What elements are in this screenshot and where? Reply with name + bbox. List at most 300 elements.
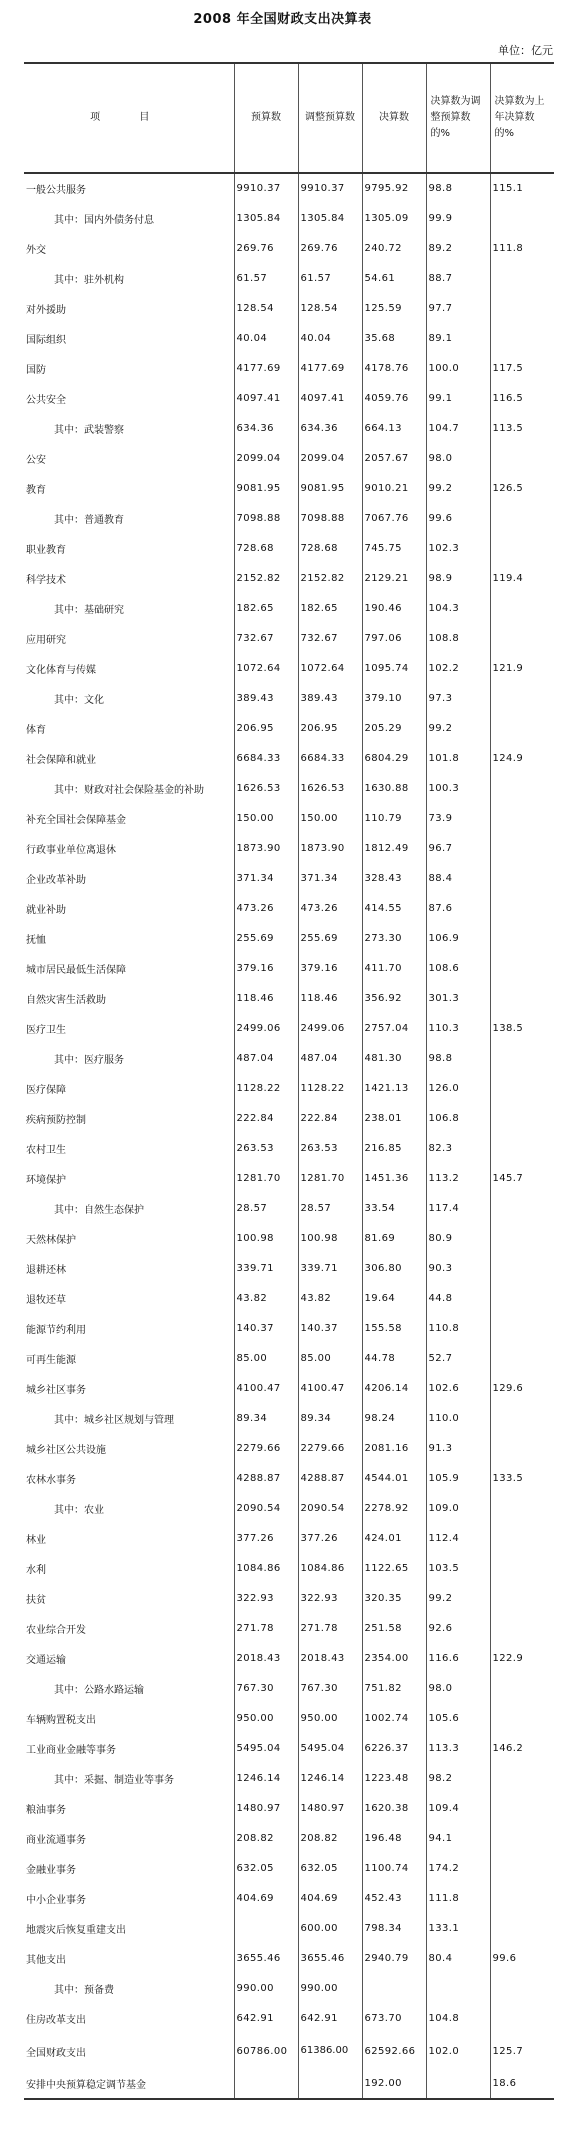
cell-budget: 100.98 — [234, 1223, 298, 1253]
table-row — [24, 293, 554, 323]
cell-budget: 4288.87 — [234, 1463, 298, 1493]
cell-adjusted: 404.69 — [298, 1883, 362, 1913]
cell-pct-adjusted: 88.4 — [426, 863, 490, 893]
cell-pct-adjusted — [426, 2069, 490, 2099]
row-name: 城乡社区事务 — [26, 1384, 86, 1396]
cell-pct-prev-year — [490, 293, 554, 323]
cell-pct-adjusted: 111.8 — [426, 1883, 490, 1913]
cell-final: 240.72 — [362, 233, 426, 263]
cell-adjusted: 1072.64 — [298, 653, 362, 683]
cell-pct-adjusted: 102.3 — [426, 533, 490, 563]
cell-final: 4059.76 — [362, 383, 426, 413]
cell-budget: 118.46 — [234, 983, 298, 1013]
cell-budget: 634.36 — [234, 413, 298, 443]
table-row — [24, 1493, 554, 1523]
row-name: 体育 — [26, 724, 46, 736]
cell-final — [362, 1973, 426, 2003]
cell-adjusted: 40.04 — [298, 323, 362, 353]
cell-pct-prev-year: 111.8 — [490, 233, 554, 263]
table-row — [24, 1283, 554, 1313]
cell-adjusted: 642.91 — [298, 2003, 362, 2033]
row-name: 国际组织 — [26, 334, 66, 346]
row-name: 公共安全 — [26, 394, 66, 406]
table-row — [24, 1193, 554, 1223]
cell-adjusted: 1281.70 — [298, 1163, 362, 1193]
row-name: 金融业事务 — [26, 1864, 76, 1876]
cell-pct-adjusted: 89.2 — [426, 233, 490, 263]
cell-pct-adjusted: 113.2 — [426, 1163, 490, 1193]
cell-final: 1305.09 — [362, 203, 426, 233]
table-row — [24, 953, 554, 983]
row-name: 住房改革支出 — [26, 2014, 86, 2026]
table-row — [24, 533, 554, 563]
cell-adjusted: 43.82 — [298, 1283, 362, 1313]
row-name: 文化体育与传媒 — [26, 664, 96, 676]
cell-pct-adjusted: 91.3 — [426, 1433, 490, 1463]
cell-budget: 5495.04 — [234, 1733, 298, 1763]
cell-pct-adjusted: 126.0 — [426, 1073, 490, 1103]
cell-pct-prev-year: 126.5 — [490, 473, 554, 503]
table-row — [24, 1733, 554, 1763]
cell-pct-adjusted: 97.3 — [426, 683, 490, 713]
cell-pct-adjusted: 110.8 — [426, 1313, 490, 1343]
cell-budget: 255.69 — [234, 923, 298, 953]
table-row — [24, 203, 554, 233]
table-row — [24, 923, 554, 953]
table-row — [24, 1073, 554, 1103]
cell-final: 452.43 — [362, 1883, 426, 1913]
cell-pct-prev-year — [490, 893, 554, 923]
cell-pct-prev-year — [490, 1883, 554, 1913]
cell-adjusted: 182.65 — [298, 593, 362, 623]
row-name: 能源节约利用 — [26, 1324, 86, 1336]
cell-pct-adjusted: 99.6 — [426, 503, 490, 533]
table-row — [24, 1673, 554, 1703]
cell-adjusted — [298, 2069, 362, 2099]
cell-pct-adjusted: 98.8 — [426, 173, 490, 203]
table-row — [24, 1463, 554, 1493]
row-name: 安排中央预算稳定调节基金 — [24, 2069, 234, 2099]
table-row — [24, 593, 554, 623]
cell-budget: 379.16 — [234, 953, 298, 983]
cell-pct-adjusted: 98.0 — [426, 1673, 490, 1703]
cell-pct-adjusted: 109.0 — [426, 1493, 490, 1523]
cell-final: 62592.66 — [362, 2033, 426, 2069]
cell-pct-prev-year: 125.7 — [490, 2033, 554, 2069]
table-row — [24, 1043, 554, 1073]
cell-final: 35.68 — [362, 323, 426, 353]
cell-budget: 728.68 — [234, 533, 298, 563]
row-name: 公安 — [26, 454, 46, 466]
table-row — [24, 1763, 554, 1793]
row-name: 其中：公路水路运输 — [54, 1684, 144, 1696]
cell-budget — [234, 2069, 298, 2099]
cell-final: 481.30 — [362, 1043, 426, 1073]
row-name: 全国财政支出 — [26, 2047, 86, 2059]
cell-pct-adjusted: 99.2 — [426, 713, 490, 743]
cell-pct-adjusted: 80.9 — [426, 1223, 490, 1253]
cell-pct-adjusted — [426, 1973, 490, 2003]
cell-pct-adjusted: 110.0 — [426, 1403, 490, 1433]
cell-budget: 61.57 — [234, 263, 298, 293]
cell-adjusted: 9081.95 — [298, 473, 362, 503]
cell-budget: 128.54 — [234, 293, 298, 323]
table-row — [24, 833, 554, 863]
table-row — [24, 383, 554, 413]
row-name: 医疗保障 — [26, 1084, 66, 1096]
cell-final: 125.59 — [362, 293, 426, 323]
cell-adjusted: 85.00 — [298, 1343, 362, 1373]
cell-final: 205.29 — [362, 713, 426, 743]
cell-budget: 40.04 — [234, 323, 298, 353]
cell-adjusted: 140.37 — [298, 1313, 362, 1343]
cell-pct-prev-year — [490, 1613, 554, 1643]
table-row — [24, 2069, 554, 2099]
cell-final: 54.61 — [362, 263, 426, 293]
cell-adjusted: 1246.14 — [298, 1763, 362, 1793]
unit-note: 单位：亿元 — [498, 44, 553, 57]
cell-budget: 28.57 — [234, 1193, 298, 1223]
table-body — [24, 173, 554, 2099]
table-row — [24, 2003, 554, 2033]
table-row — [24, 1253, 554, 1283]
expenditure-table — [24, 62, 554, 2100]
cell-pct-adjusted: 106.9 — [426, 923, 490, 953]
cell-pct-adjusted: 108.8 — [426, 623, 490, 653]
cell-adjusted: 767.30 — [298, 1673, 362, 1703]
row-name: 就业补助 — [26, 904, 66, 916]
cell-pct-prev-year: 116.5 — [490, 383, 554, 413]
header-budget: 预算数 — [234, 63, 298, 173]
table-row — [24, 413, 554, 443]
cell-adjusted: 728.68 — [298, 533, 362, 563]
cell-budget: 473.26 — [234, 893, 298, 923]
cell-adjusted: 1084.86 — [298, 1553, 362, 1583]
cell-pct-prev-year — [490, 1673, 554, 1703]
cell-pct-prev-year: 146.2 — [490, 1733, 554, 1763]
cell-budget: 43.82 — [234, 1283, 298, 1313]
cell-adjusted: 2152.82 — [298, 563, 362, 593]
cell-budget: 222.84 — [234, 1103, 298, 1133]
page-title: 2008 年全国财政支出决算表 — [193, 12, 372, 27]
cell-adjusted: 3655.46 — [298, 1943, 362, 1973]
cell-final: 2057.67 — [362, 443, 426, 473]
row-name: 应用研究 — [26, 634, 66, 646]
cell-adjusted: 473.26 — [298, 893, 362, 923]
cell-final: 2757.04 — [362, 1013, 426, 1043]
cell-final: 424.01 — [362, 1523, 426, 1553]
cell-budget: 1873.90 — [234, 833, 298, 863]
cell-pct-prev-year — [490, 1763, 554, 1793]
row-name: 企业改革补助 — [26, 874, 86, 886]
table-row — [24, 1313, 554, 1343]
cell-final: 273.30 — [362, 923, 426, 953]
row-name: 水利 — [26, 1564, 46, 1576]
cell-budget: 4177.69 — [234, 353, 298, 383]
table-row — [24, 1823, 554, 1853]
cell-pct-prev-year — [490, 623, 554, 653]
cell-pct-adjusted: 98.0 — [426, 443, 490, 473]
row-name: 其中：自然生态保护 — [54, 1204, 144, 1216]
cell-pct-adjusted: 301.3 — [426, 983, 490, 1013]
cell-pct-prev-year: 133.5 — [490, 1463, 554, 1493]
cell-pct-prev-year — [490, 1223, 554, 1253]
cell-pct-prev-year — [490, 443, 554, 473]
cell-adjusted: 379.16 — [298, 953, 362, 983]
cell-pct-prev-year — [490, 1193, 554, 1223]
cell-adjusted: 2099.04 — [298, 443, 362, 473]
cell-budget: 1480.97 — [234, 1793, 298, 1823]
cell-pct-prev-year — [490, 1433, 554, 1463]
row-name: 外交 — [26, 244, 46, 256]
table-row — [24, 623, 554, 653]
cell-pct-prev-year — [490, 1343, 554, 1373]
cell-pct-prev-year — [490, 1313, 554, 1343]
cell-pct-prev-year: 145.7 — [490, 1163, 554, 1193]
cell-pct-adjusted: 112.4 — [426, 1523, 490, 1553]
table-row — [24, 263, 554, 293]
row-name: 农村卫生 — [26, 1144, 66, 1156]
cell-adjusted: 634.36 — [298, 413, 362, 443]
cell-adjusted: 1480.97 — [298, 1793, 362, 1823]
table-row — [24, 2033, 554, 2069]
cell-adjusted: 389.43 — [298, 683, 362, 713]
row-name: 商业流通事务 — [26, 1834, 86, 1846]
cell-adjusted: 206.95 — [298, 713, 362, 743]
cell-pct-adjusted: 90.3 — [426, 1253, 490, 1283]
table-row — [24, 173, 554, 203]
row-name: 科学技术 — [26, 574, 66, 586]
cell-budget: 2099.04 — [234, 443, 298, 473]
cell-adjusted: 600.00 — [298, 1913, 362, 1943]
cell-budget: 371.34 — [234, 863, 298, 893]
cell-pct-prev-year — [490, 1793, 554, 1823]
table-row — [24, 713, 554, 743]
cell-final: 238.01 — [362, 1103, 426, 1133]
cell-pct-prev-year — [490, 1973, 554, 2003]
cell-final: 745.75 — [362, 533, 426, 563]
cell-pct-adjusted: 110.3 — [426, 1013, 490, 1043]
cell-budget: 1626.53 — [234, 773, 298, 803]
row-name: 其中：医疗服务 — [54, 1054, 124, 1066]
cell-final: 1421.13 — [362, 1073, 426, 1103]
cell-final: 1812.49 — [362, 833, 426, 863]
row-name: 国防 — [26, 364, 46, 376]
cell-final: 797.06 — [362, 623, 426, 653]
cell-pct-prev-year — [490, 803, 554, 833]
cell-adjusted: 61.57 — [298, 263, 362, 293]
cell-adjusted: 255.69 — [298, 923, 362, 953]
row-name: 农林水事务 — [26, 1474, 76, 1486]
cell-pct-adjusted: 92.6 — [426, 1613, 490, 1643]
cell-budget: 1281.70 — [234, 1163, 298, 1193]
cell-final: 2354.00 — [362, 1643, 426, 1673]
cell-budget: 60786.00 — [234, 2033, 298, 2069]
table-row — [24, 353, 554, 383]
row-name: 农业综合开发 — [26, 1624, 86, 1636]
cell-final: 2129.21 — [362, 563, 426, 593]
cell-final: 216.85 — [362, 1133, 426, 1163]
row-name: 医疗卫生 — [26, 1024, 66, 1036]
cell-final: 196.48 — [362, 1823, 426, 1853]
cell-budget: 404.69 — [234, 1883, 298, 1913]
row-name: 其中：农业 — [54, 1504, 104, 1516]
cell-pct-prev-year: 138.5 — [490, 1013, 554, 1043]
cell-pct-adjusted: 80.4 — [426, 1943, 490, 1973]
cell-final: 1223.48 — [362, 1763, 426, 1793]
row-name: 城乡社区公共设施 — [26, 1444, 106, 1456]
cell-pct-adjusted: 102.2 — [426, 653, 490, 683]
cell-adjusted: 4097.41 — [298, 383, 362, 413]
cell-adjusted: 950.00 — [298, 1703, 362, 1733]
row-name: 地震灾后恢复重建支出 — [26, 1924, 126, 1936]
cell-pct-adjusted: 52.7 — [426, 1343, 490, 1373]
cell-adjusted: 2499.06 — [298, 1013, 362, 1043]
table-row — [24, 1343, 554, 1373]
cell-adjusted: 61386.00 — [298, 2033, 362, 2069]
cell-pct-adjusted: 73.9 — [426, 803, 490, 833]
table-row — [24, 1643, 554, 1673]
row-name: 职业教育 — [26, 544, 66, 556]
cell-budget: 208.82 — [234, 1823, 298, 1853]
cell-adjusted: 6684.33 — [298, 743, 362, 773]
row-name: 其中：文化 — [54, 694, 104, 706]
table-row — [24, 1613, 554, 1643]
row-name: 其中：预备费 — [54, 1984, 114, 1996]
cell-adjusted: 1128.22 — [298, 1073, 362, 1103]
cell-budget: 1128.22 — [234, 1073, 298, 1103]
row-name: 可再生能源 — [26, 1354, 76, 1366]
cell-pct-prev-year — [490, 833, 554, 863]
cell-final: 1095.74 — [362, 653, 426, 683]
table-row — [24, 1553, 554, 1583]
header-final: 决算数 — [362, 63, 426, 173]
cell-pct-adjusted: 104.7 — [426, 413, 490, 443]
cell-adjusted: 222.84 — [298, 1103, 362, 1133]
table-row — [24, 443, 554, 473]
table-row — [24, 1703, 554, 1733]
cell-final: 2940.79 — [362, 1943, 426, 1973]
table-header — [24, 63, 554, 173]
table-row — [24, 1433, 554, 1463]
cell-pct-adjusted: 96.7 — [426, 833, 490, 863]
cell-final: 6804.29 — [362, 743, 426, 773]
table-row — [24, 653, 554, 683]
cell-adjusted: 1626.53 — [298, 773, 362, 803]
cell-final: 328.43 — [362, 863, 426, 893]
table-row — [24, 1223, 554, 1253]
cell-budget: 2090.54 — [234, 1493, 298, 1523]
cell-final: 44.78 — [362, 1343, 426, 1373]
cell-pct-prev-year — [490, 263, 554, 293]
row-name: 其中：普通教育 — [54, 514, 124, 526]
cell-pct-adjusted: 113.3 — [426, 1733, 490, 1763]
cell-pct-prev-year: 113.5 — [490, 413, 554, 443]
cell-final: 306.80 — [362, 1253, 426, 1283]
table-row — [24, 1973, 554, 2003]
cell-final: 2081.16 — [362, 1433, 426, 1463]
cell-final: 4178.76 — [362, 353, 426, 383]
row-name: 其中：国内外债务付息 — [54, 214, 154, 226]
cell-final: 1630.88 — [362, 773, 426, 803]
cell-adjusted: 990.00 — [298, 1973, 362, 2003]
table-row — [24, 1103, 554, 1133]
row-name: 工业商业金融等事务 — [26, 1744, 116, 1756]
cell-pct-prev-year — [490, 1103, 554, 1133]
cell-budget: 389.43 — [234, 683, 298, 713]
cell-budget: 339.71 — [234, 1253, 298, 1283]
cell-budget: 2279.66 — [234, 1433, 298, 1463]
cell-pct-adjusted: 87.6 — [426, 893, 490, 923]
cell-final: 1122.65 — [362, 1553, 426, 1583]
cell-budget: 150.00 — [234, 803, 298, 833]
cell-pct-prev-year — [490, 1553, 554, 1583]
cell-adjusted: 322.93 — [298, 1583, 362, 1613]
cell-budget: 263.53 — [234, 1133, 298, 1163]
row-name: 车辆购置税支出 — [26, 1714, 96, 1726]
row-name: 粮油事务 — [26, 1804, 66, 1816]
cell-adjusted: 377.26 — [298, 1523, 362, 1553]
cell-pct-adjusted: 106.8 — [426, 1103, 490, 1133]
cell-pct-prev-year: 121.9 — [490, 653, 554, 683]
cell-pct-prev-year: 99.6 — [490, 1943, 554, 1973]
cell-budget: 1084.86 — [234, 1553, 298, 1583]
row-name: 交通运输 — [26, 1654, 66, 1666]
table-row — [24, 863, 554, 893]
cell-pct-prev-year — [490, 1703, 554, 1733]
cell-final: 411.70 — [362, 953, 426, 983]
table-row — [24, 983, 554, 1013]
cell-final: 1620.38 — [362, 1793, 426, 1823]
cell-budget: 2152.82 — [234, 563, 298, 593]
cell-pct-adjusted: 105.6 — [426, 1703, 490, 1733]
cell-budget: 732.67 — [234, 623, 298, 653]
cell-budget: 2499.06 — [234, 1013, 298, 1043]
cell-budget: 1072.64 — [234, 653, 298, 683]
cell-pct-adjusted: 99.2 — [426, 1583, 490, 1613]
cell-pct-prev-year — [490, 953, 554, 983]
cell-pct-prev-year — [490, 1253, 554, 1283]
cell-adjusted: 2279.66 — [298, 1433, 362, 1463]
cell-adjusted: 1873.90 — [298, 833, 362, 863]
cell-pct-adjusted: 117.4 — [426, 1193, 490, 1223]
table-row — [24, 1793, 554, 1823]
cell-final: 98.24 — [362, 1403, 426, 1433]
cell-adjusted: 150.00 — [298, 803, 362, 833]
cell-pct-prev-year — [490, 773, 554, 803]
table-row — [24, 503, 554, 533]
cell-pct-prev-year — [490, 323, 554, 353]
cell-budget: 182.65 — [234, 593, 298, 623]
cell-pct-prev-year: 129.6 — [490, 1373, 554, 1403]
cell-budget: 322.93 — [234, 1583, 298, 1613]
cell-pct-prev-year — [490, 1583, 554, 1613]
header-item: 项 目 — [24, 63, 234, 173]
cell-budget: 89.34 — [234, 1403, 298, 1433]
cell-pct-adjusted: 99.9 — [426, 203, 490, 233]
cell-pct-prev-year — [490, 2003, 554, 2033]
cell-adjusted: 4288.87 — [298, 1463, 362, 1493]
row-name: 城市居民最低生活保障 — [26, 964, 126, 976]
table-row — [24, 743, 554, 773]
cell-budget: 4100.47 — [234, 1373, 298, 1403]
table-row — [24, 1133, 554, 1163]
table-row — [24, 803, 554, 833]
cell-pct-adjusted: 116.6 — [426, 1643, 490, 1673]
cell-pct-adjusted: 174.2 — [426, 1853, 490, 1883]
cell-pct-prev-year: 115.1 — [490, 173, 554, 203]
row-name: 其中：基础研究 — [54, 604, 124, 616]
